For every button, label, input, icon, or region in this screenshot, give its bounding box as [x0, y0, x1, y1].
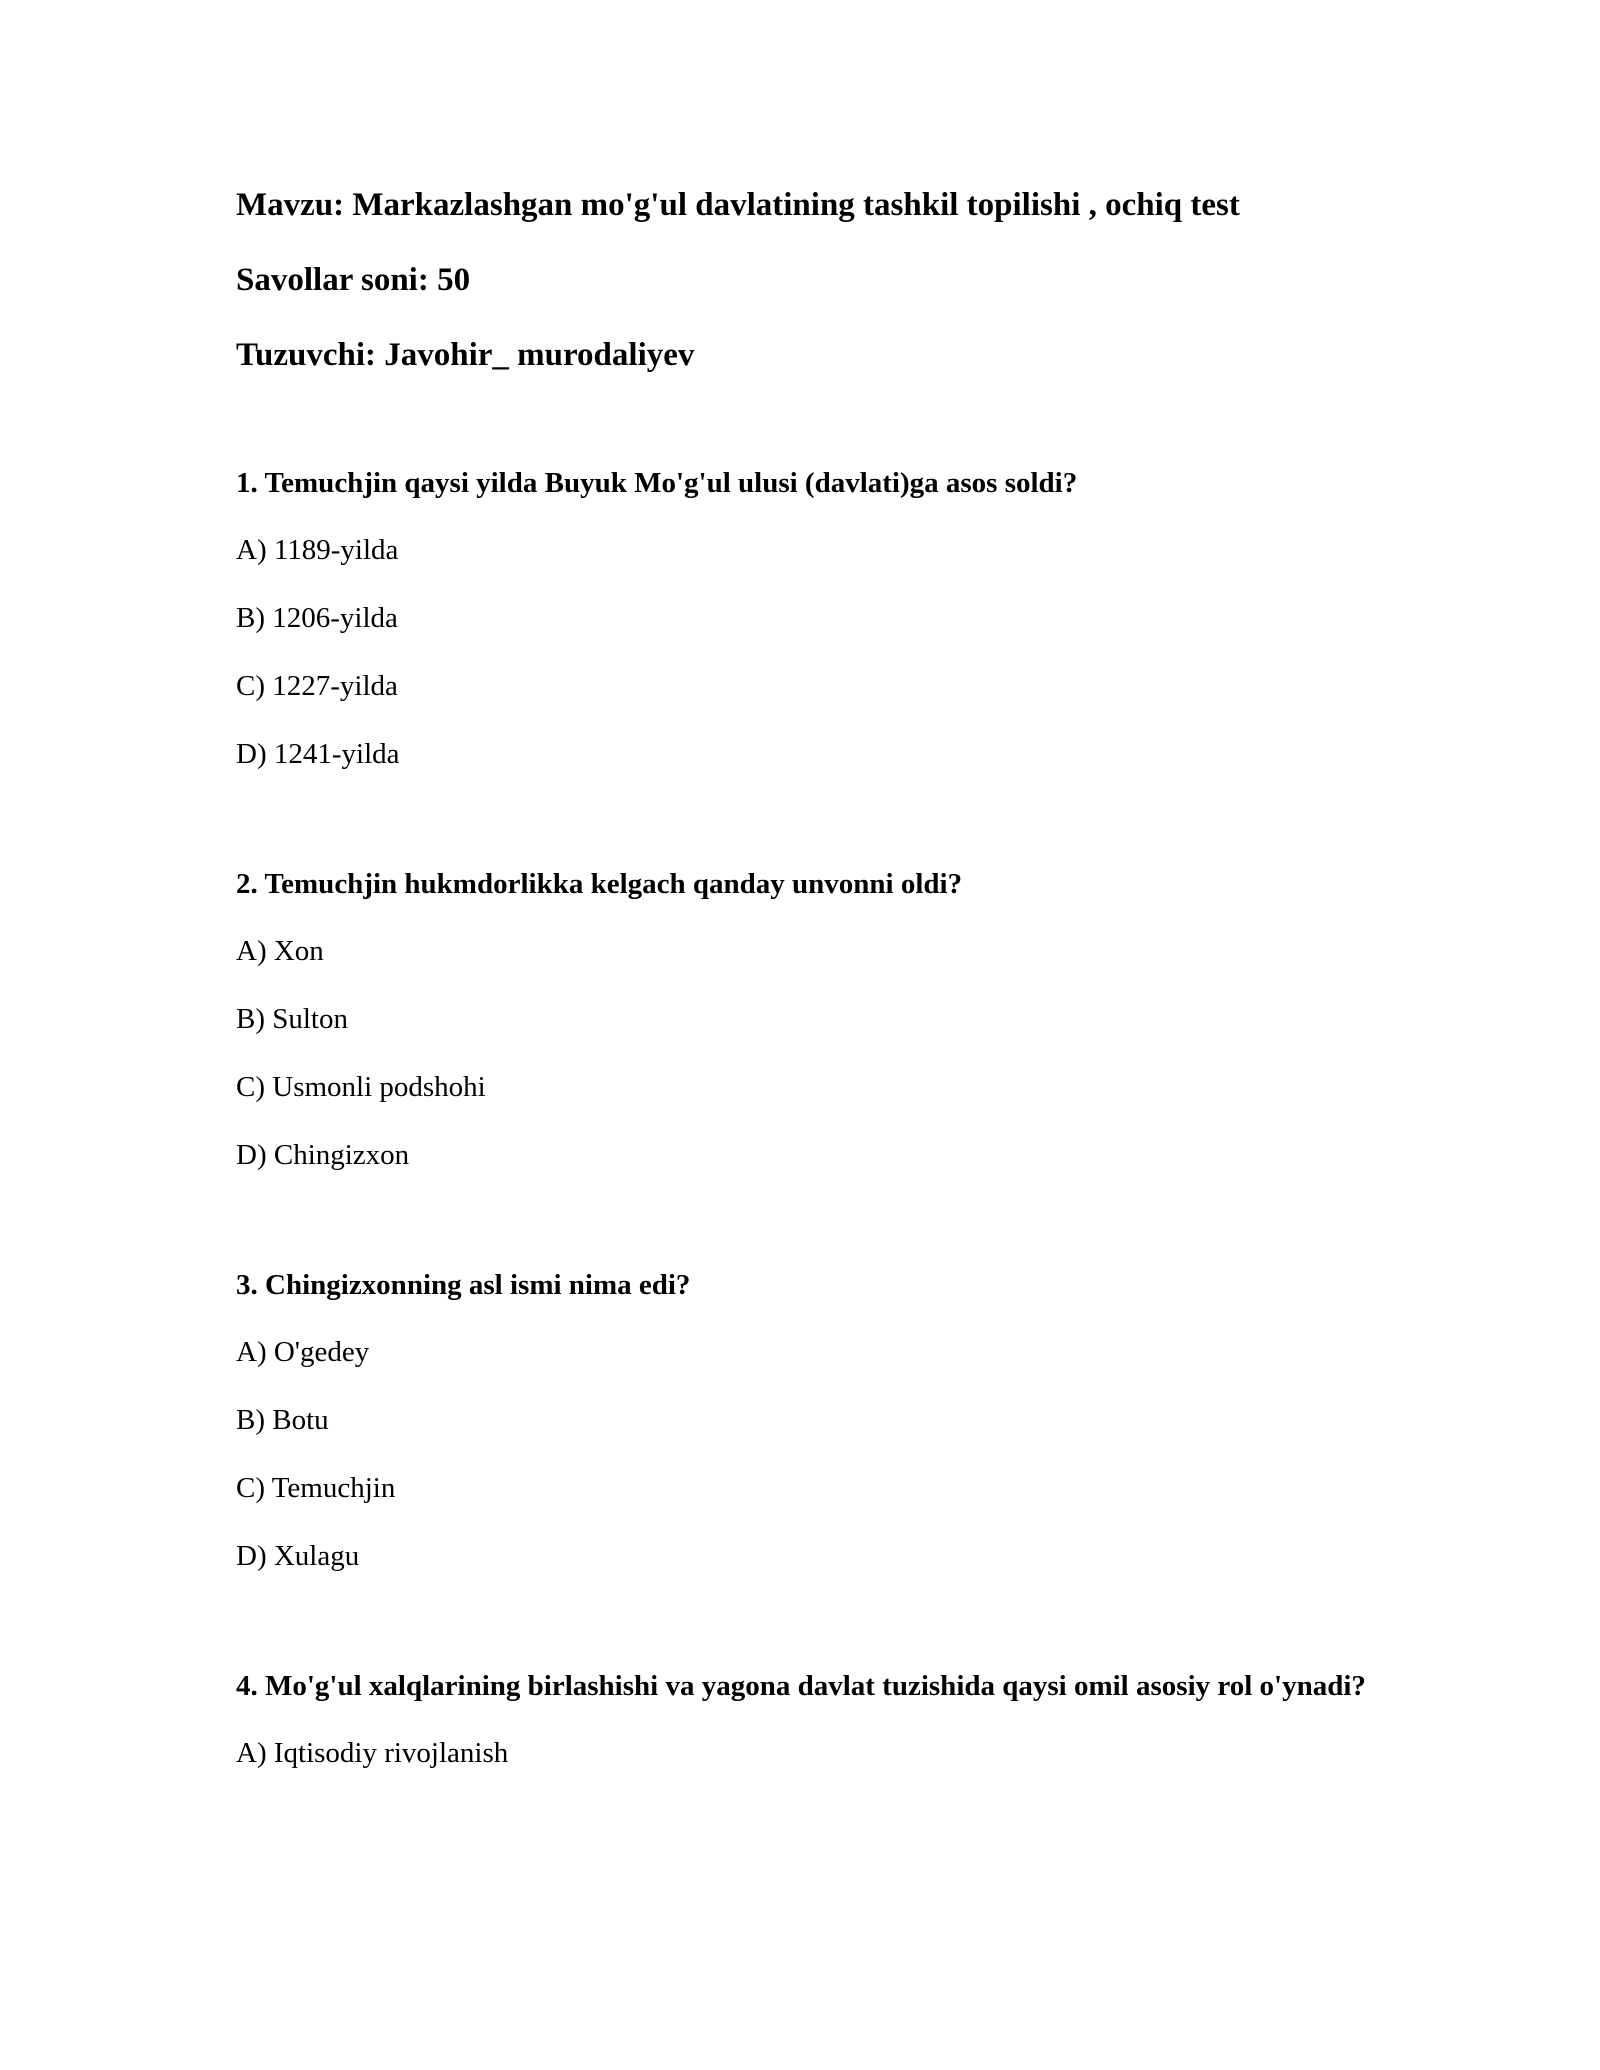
question-2	[236, 863, 1386, 1176]
option-d: D) Chingizxon	[236, 1139, 410, 1171]
option-b: B) 1206-yilda	[236, 602, 398, 634]
option-b: B) Sulton	[236, 1003, 348, 1035]
question-count-heading: Savollar soni: 50	[236, 262, 471, 298]
question-text: 2. Temuchjin hukmdorlikka kelgach qanday unvonni oldi?	[236, 868, 963, 900]
option-c: C) Usmonli podshohi	[236, 1071, 486, 1103]
option-a: A) Iqtisodiy rivojlanish	[236, 1737, 509, 1769]
question-text: 3. Chingizxonning asl ismi nima edi?	[236, 1269, 691, 1301]
option-a: A) O'gedey	[236, 1336, 370, 1368]
question-4	[236, 1665, 1386, 1774]
option-d: D) Xulagu	[236, 1540, 360, 1572]
option-a: A) 1189-yilda	[236, 534, 399, 566]
question-3	[236, 1264, 1386, 1577]
question-text: 4. Mo'g'ul xalqlarining birlashishi va yagona davlat tuzishida qaysi omil asosiy rol o'ynadi?	[236, 1670, 1366, 1702]
question-text: 1. Temuchjin qaysi yilda Buyuk Mo'g'ul ulusi (davlati)ga asos soldi?	[236, 467, 1078, 499]
author-heading: Tuzuvchi: Javohir_ murodaliyev	[236, 337, 695, 373]
question-1	[236, 462, 1386, 775]
option-c: C) 1227-yilda	[236, 670, 398, 702]
topic-heading: Mavzu: Markazlashgan mo'g'ul davlatining tashkil topilishi , ochiq test	[236, 187, 1240, 223]
option-c: C) Temuchjin	[236, 1472, 396, 1504]
option-a: A) Xon	[236, 935, 324, 967]
option-d: D) 1241-yilda	[236, 738, 400, 770]
document-content	[236, 185, 1386, 1862]
option-b: B) Botu	[236, 1404, 329, 1436]
